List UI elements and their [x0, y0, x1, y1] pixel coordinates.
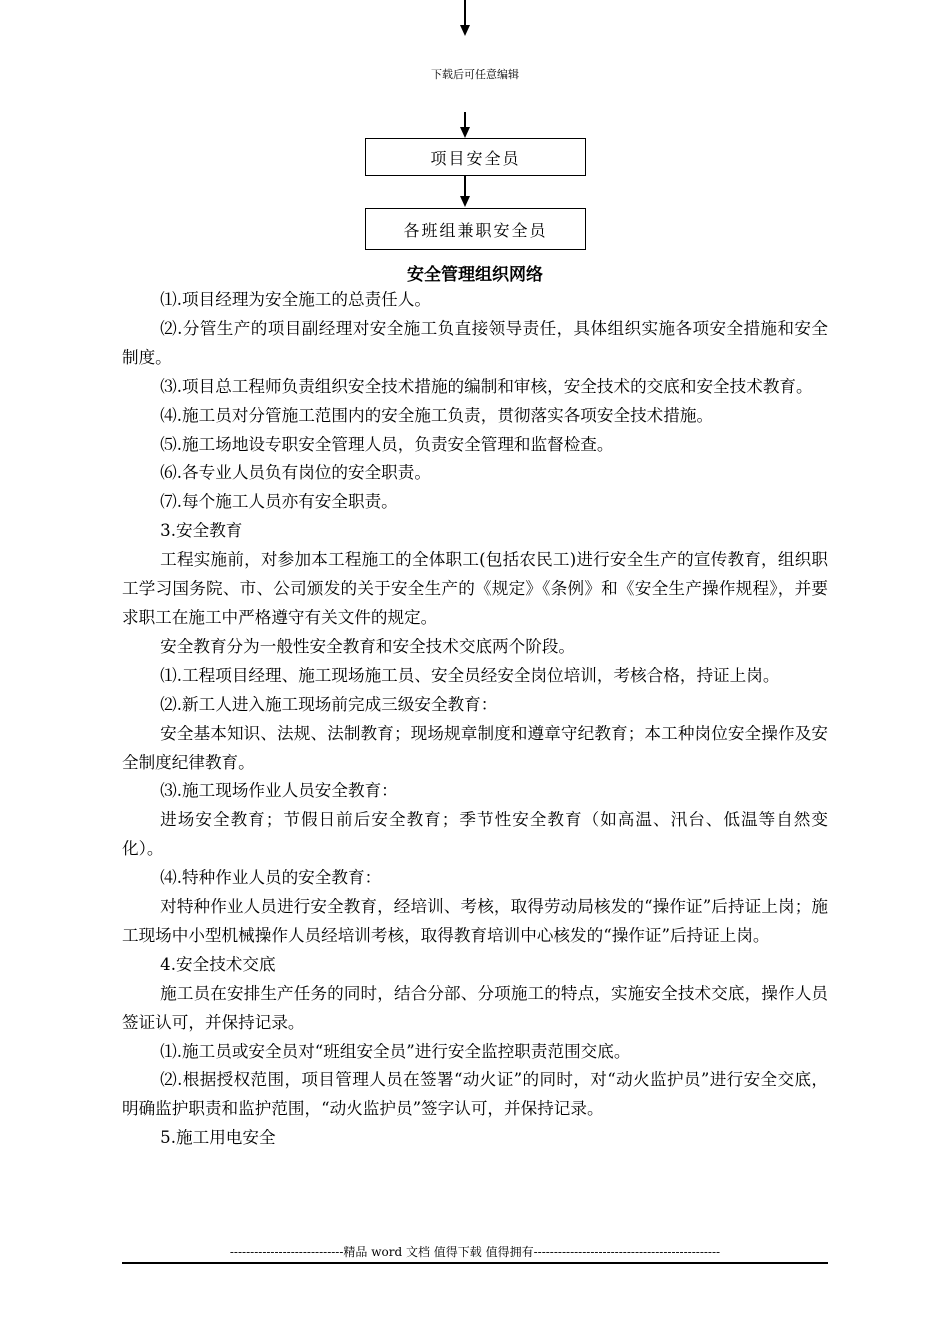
top-arrow-head [460, 25, 470, 36]
paragraph: ⑵.分管生产的项目副经理对安全施工负直接领导责任，具体组织实施各项安全措施和安全制度。 [122, 318, 828, 367]
flow-box-label: 项目安全员 [430, 148, 521, 168]
arrow-to-box2-head [460, 196, 470, 207]
header-note: 下载后可任意编辑 [431, 68, 519, 81]
paragraph: ⑸.施工场地设专职安全管理人员，负责安全管理和监督检查。 [160, 434, 614, 454]
paragraph: ⑵.根据授权范围，项目管理人员在签署“动火证”的同时，对“动火监护员”进行安全交底，明确监护职责和监护范围，“动火监护员”签字认可，并保持记录。 [122, 1070, 828, 1119]
flow-box-project-safety-officer [365, 138, 586, 176]
document-body [122, 286, 828, 1153]
paragraph: 安全基本知识、法规、法制教育；现场规章制度和遵章守纪教育；本工种岗位安全操作及安全制度纪律教育。 [122, 723, 828, 772]
paragraph: ⑹.各专业人员负有岗位的安全职责。 [160, 463, 431, 483]
paragraph: ⑶.项目总工程师负责组织安全技术措施的编制和审核，安全技术的交底和安全技术教育。 [160, 376, 813, 396]
top-arrow-line [464, 0, 466, 26]
paragraph: ⑷.特种作业人员的安全教育： [160, 868, 382, 888]
figure-caption: 安全管理组织网络 [407, 265, 543, 285]
paragraph: 施工员在安排生产任务的同时，结合分部、分项施工的特点，实施安全技术交底，操作人员签证认可，并保持记录。 [122, 983, 828, 1032]
section-heading: 5.施工用电安全 [160, 1128, 276, 1148]
flow-box-team-safety-officer [365, 208, 586, 250]
paragraph: ⑺.每个施工人员亦有安全职责。 [160, 492, 398, 512]
section-heading: 3.安全教育 [160, 521, 243, 541]
arrow-to-box1-line [464, 112, 466, 128]
footer-rule [122, 1262, 828, 1264]
paragraph: 安全教育分为一般性安全教育和安全技术交底两个阶段。 [160, 636, 576, 656]
paragraph: ⑵.新工人进入施工现场前完成三级安全教育： [160, 694, 498, 714]
paragraph: ⑴.施工员或安全员对“班组安全员”进行安全监控职责范围交底。 [160, 1041, 631, 1061]
paragraph: ⑴.工程项目经理、施工现场施工员、安全员经安全岗位培训，考核合格，持证上岗。 [160, 665, 780, 685]
arrow-to-box1-head [460, 127, 470, 138]
section-heading: 4.安全技术交底 [160, 954, 276, 974]
arrow-to-box2-line [464, 176, 466, 198]
paragraph: ⑷.施工员对分管施工范围内的安全施工负责，贯彻落实各项安全技术措施。 [160, 405, 714, 425]
flow-box-label: 各班组兼职安全员 [403, 220, 548, 240]
page-footer: ----------------------------精品 word 文档 值得下载 值得拥有---------------------------------------------- [229, 1245, 721, 1259]
paragraph: 对特种作业人员进行安全教育，经培训、考核，取得劳动局核发的“操作证”后持证上岗；施工现场中小型机械操作人员经培训考核，取得教育培训中心核发的“操作证”后持证上岗。 [122, 897, 828, 945]
paragraph: 工程实施前，对参加本工程施工的全体职工(包括农民工)进行安全生产的宣传教育，组织职工学习国务院、市、公司颁发的关于安全生产的《规定》《条例》和《安全生产操作规程》，并要求职工在施工中严格遵守有关文件的规定。 [122, 550, 828, 627]
paragraph: ⑴.项目经理为安全施工的总责任人。 [160, 290, 431, 309]
paragraph: ⑶.施工现场作业人员安全教育： [160, 781, 398, 801]
paragraph: 进场安全教育；节假日前后安全教育；季节性安全教育（如高温、汛台、低温等自然变化）。 [122, 810, 828, 859]
